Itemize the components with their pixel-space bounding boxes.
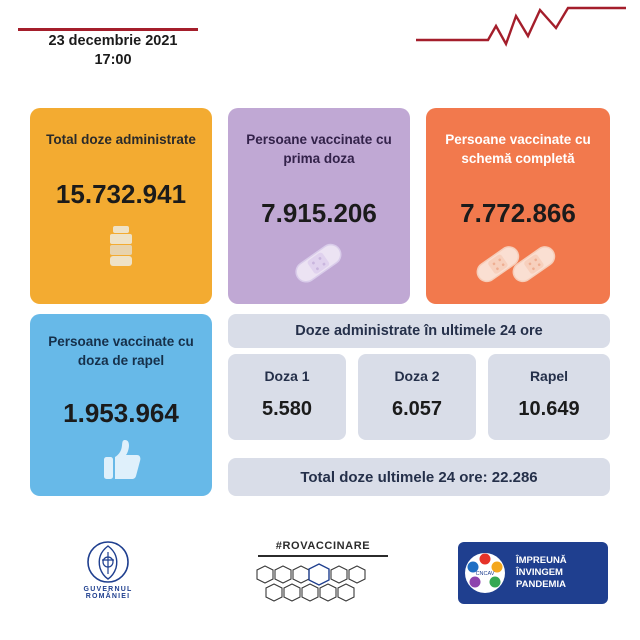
mini-card-value: 6.057 xyxy=(391,398,443,420)
mini-card-label: Rapel xyxy=(529,368,569,384)
gov-logo-line1: GUVERNUL xyxy=(83,586,133,593)
mini-card-value: 10.649 xyxy=(518,398,580,420)
last-24h-total: Total doze ultimele 24 ore: 22.286 xyxy=(228,458,610,496)
heartbeat-line-icon xyxy=(416,6,626,48)
stat-card-title: Persoane vaccinate cu doza de rapel xyxy=(48,334,194,368)
stat-card-title: Persoane vaccinate cu prima doza xyxy=(246,132,392,166)
svg-text:CNCAV: CNCAV xyxy=(475,571,495,577)
stat-card-title: Persoane vaccinate cu schemă completă xyxy=(445,132,591,166)
stat-card-title: Total doze administrate xyxy=(46,132,196,147)
stat-card-value: 7.915.206 xyxy=(261,198,377,228)
stat-card-total-doses xyxy=(30,108,212,304)
stat-card-value: 1.953.964 xyxy=(63,398,179,428)
coat-of-arms-icon xyxy=(80,540,136,586)
last-24h-title: Doze administrate în ultimele 24 ore xyxy=(228,314,610,348)
stat-card-first-dose xyxy=(228,108,410,304)
mini-card-label: Doza 1 xyxy=(264,368,310,384)
last-24h-card-dose2 xyxy=(358,354,476,440)
footer xyxy=(0,520,640,640)
bandage-icon xyxy=(289,239,349,289)
rovaccinare-hashtag: #ROVACCINARE xyxy=(275,540,371,552)
stat-card-value: 15.732.941 xyxy=(55,179,187,209)
gov-logo-line2: ROMÂNIEI xyxy=(85,593,131,600)
stat-card-value: 7.772.866 xyxy=(460,198,576,228)
stat-card-booster-dose xyxy=(30,314,212,496)
cncav-circle-icon xyxy=(458,546,512,600)
double-bandage-icon xyxy=(473,239,563,289)
report-time: 17:00 xyxy=(94,52,132,68)
last-24h-card-booster xyxy=(488,354,610,440)
last-24h-card-dose1 xyxy=(228,354,346,440)
pandemia-line2: ÎNVINGEM xyxy=(516,567,563,578)
vaccine-vial-icon xyxy=(99,222,143,278)
rovaccinare-logo xyxy=(248,540,398,620)
header xyxy=(0,0,640,88)
mini-card-label: Doza 2 xyxy=(394,368,440,384)
mini-card-value: 5.580 xyxy=(261,398,313,420)
impreuna-invingem-pandemia-logo xyxy=(458,542,608,604)
pandemia-line1: ÎMPREUNĂ xyxy=(516,555,567,566)
stat-card-complete-scheme xyxy=(426,108,610,304)
thumbs-up-icon xyxy=(99,437,143,483)
rovaccinare-hex-pattern-icon xyxy=(253,562,393,606)
pandemia-line3: PANDEMIA xyxy=(516,579,566,590)
report-date: 23 decembrie 2021 xyxy=(48,33,178,49)
rovaccinare-divider xyxy=(258,555,388,557)
guvernul-romaniei-logo xyxy=(48,540,168,614)
